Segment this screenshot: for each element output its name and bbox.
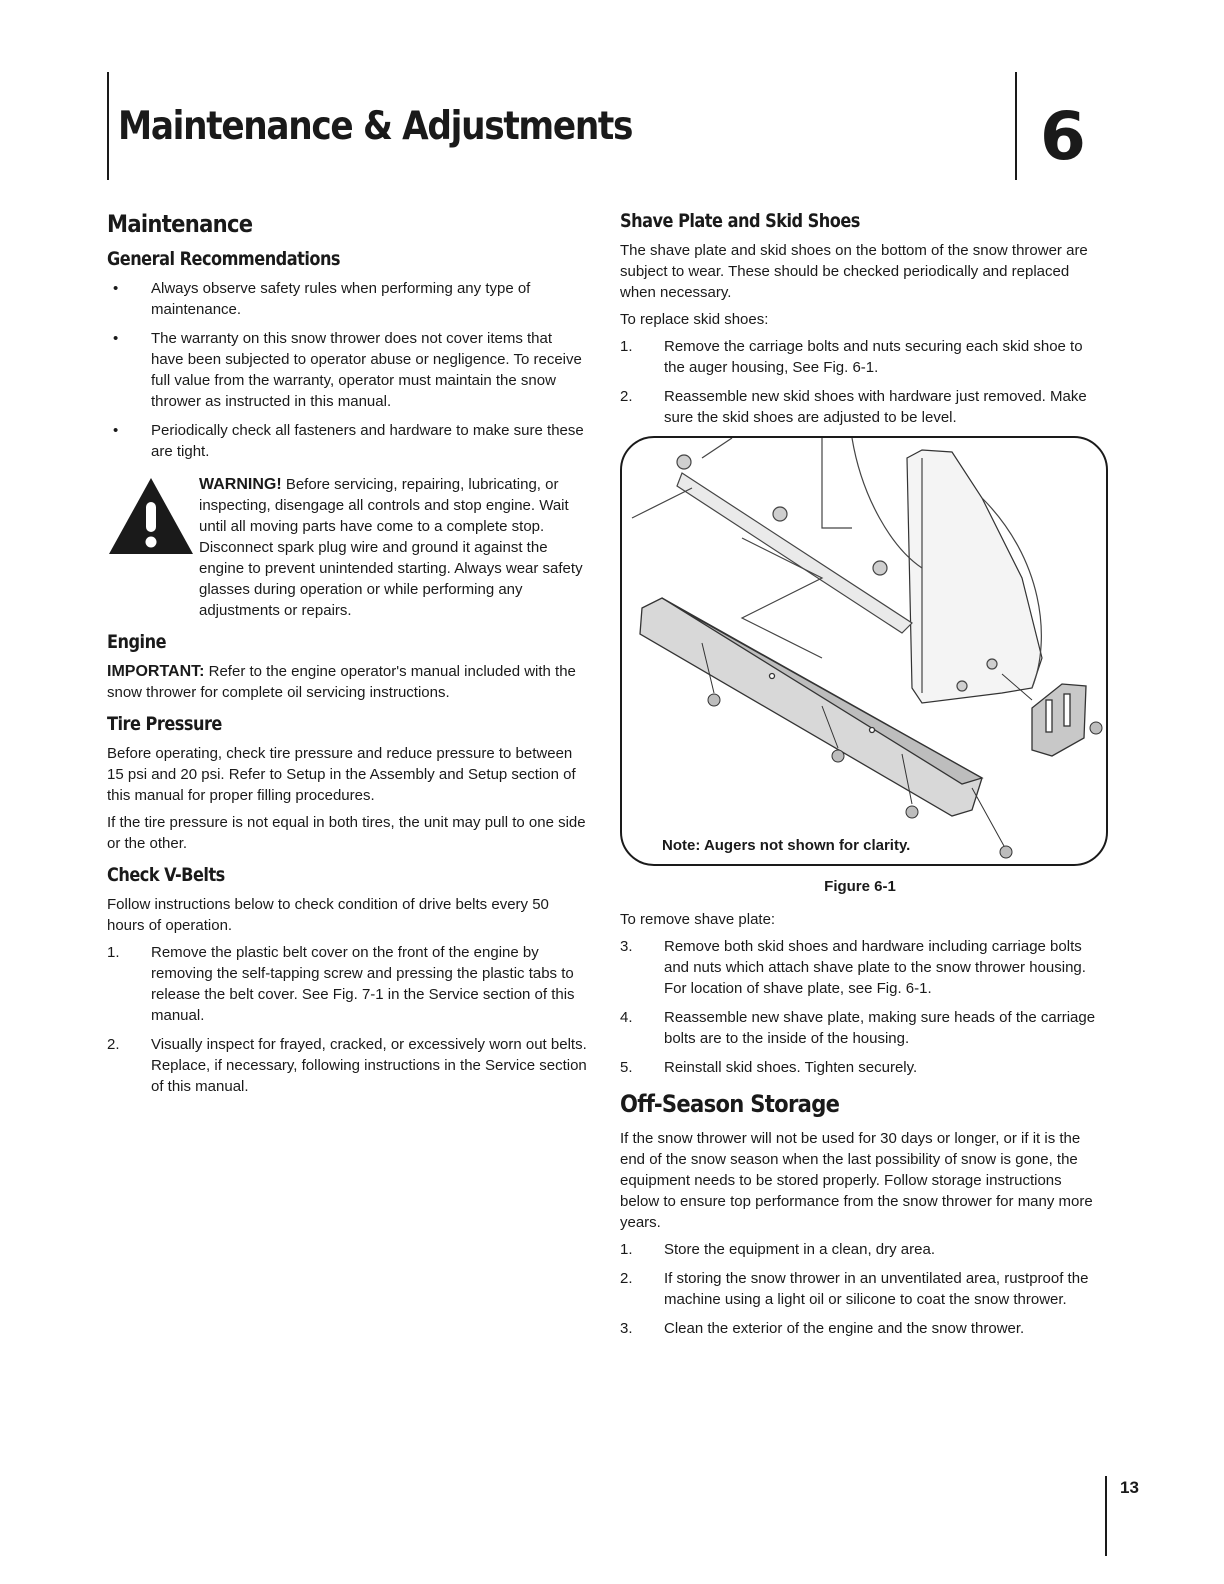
check-vbelts-heading: Check V-Belts — [107, 864, 225, 886]
list-item: • Always observe safety rules when performing any type of maintenance. — [113, 280, 531, 318]
tire-paragraph-1: Before operating, check tire pressure and reduce pressure to between 15 psi and 20 psi. Refer to Setup in the Assembly and Setup section of this manual for proper filling procedures. — [107, 745, 576, 804]
list-item: 3. Remove both skid shoes and hardware including carriage bolts and nuts which attach shave plate to the snow thrower housing. For location of shave plate, see Fig. 6-1. — [620, 938, 1086, 997]
list-item: • Periodically check all fasteners and hardware to make sure these are tight. — [113, 422, 584, 460]
chapter-title: Maintenance & Adjustments — [118, 104, 633, 149]
list-item: 2. If storing the snow thrower in an unventilated area, rustproof the machine using a light oil or silicone to coat the snow thrower. — [620, 1270, 1089, 1308]
page-number: 13 — [1120, 1478, 1139, 1497]
general-recommendations-heading: General Recommendations — [107, 248, 341, 270]
tire-paragraph-2: If the tire pressure is not equal in both tires, the unit may pull to one side or the other. — [107, 814, 586, 852]
engine-paragraph: IMPORTANT: Refer to the engine operator's manual included with the snow thrower for complete oil servicing instructions. — [107, 663, 576, 701]
warning-block — [107, 474, 587, 621]
skid-intro: To replace skid shoes: — [620, 311, 769, 328]
bullet: • — [113, 422, 119, 439]
warning-triangle-icon — [107, 476, 195, 556]
shave-plate-heading: Shave Plate and Skid Shoes — [620, 210, 860, 232]
skid-steps — [620, 336, 1100, 428]
header-left-rule — [107, 72, 109, 180]
right-column — [620, 210, 1100, 1347]
shave-steps — [620, 936, 1100, 1078]
warning-text: Before servicing, repairing, lubricating, or inspecting, disengage all controls and stop engine. Wait until all moving parts have come to a complete stop. Disconnect spark plug wire and ground it against the engine to prevent unintended starting. Always wear safety glasses during operation or while performing any adjustments or repairs. — [199, 476, 583, 619]
list-item: 2. Visually inspect for frayed, cracked, or excessively worn out belts. Replace, if necessary, following instructions in the Service section of this manual. — [107, 1036, 587, 1095]
shave-intro: The shave plate and skid shoes on the bottom of the snow thrower are subject to wear. These should be checked periodically and replaced when necessary. — [620, 242, 1088, 301]
figure-caption: Figure 6-1 — [824, 878, 896, 895]
list-item: 1. Store the equipment in a clean, dry area. — [620, 1241, 935, 1258]
vbelts-intro: Follow instructions below to check condition of drive belts every 50 hours of operation. — [107, 896, 549, 934]
list-item: 1. Remove the carriage bolts and nuts securing each skid shoe to the auger housing, See Fig. 6-1. — [620, 338, 1083, 376]
off-season-storage-heading: Off-Season Storage — [620, 1090, 840, 1118]
vbelts-steps — [107, 942, 587, 1097]
list-item: 4. Reassemble new shave plate, making sure heads of the carriage bolts are to the inside of the housing. — [620, 1009, 1096, 1047]
engine-heading: Engine — [107, 631, 167, 653]
list-item: 5. Reinstall skid shoes. Tighten securely. — [620, 1059, 918, 1076]
bullet: • — [113, 280, 119, 297]
storage-steps — [620, 1239, 1100, 1339]
left-column — [107, 210, 587, 1105]
chapter-number: 6 — [1040, 98, 1086, 175]
tire-pressure-heading: Tire Pressure — [107, 713, 222, 735]
list-item: 3. Clean the exterior of the engine and the snow thrower. — [620, 1320, 1025, 1337]
list-item: 1. Remove the plastic belt cover on the front of the engine by removing the self-tapping screw and pressing the plastic tabs to release the belt cover. See Fig. 7-1 in the Service section of this manual. — [107, 944, 575, 1024]
list-item: 2. Reassemble new skid shoes with hardware just removed. Make sure the skid shoes are adjusted to be level. — [620, 388, 1087, 426]
list-item: • The warranty on this snow thrower does not cover items that have been subjected to operator abuse or negligence. To receive full value from the warranty, operator must maintain the snow thrower as instructed in this manual. — [113, 330, 582, 410]
shave-plate-illustration — [622, 438, 1106, 864]
shave-remove-intro: To remove shave plate: — [620, 911, 776, 928]
figure-6-1 — [620, 436, 1108, 866]
important-label: IMPORTANT: — [107, 663, 205, 680]
bullet: • — [113, 330, 119, 347]
maintenance-heading: Maintenance — [107, 210, 253, 238]
header-right-rule — [1015, 72, 1017, 180]
general-recommendations-list — [107, 278, 587, 462]
figure-note: Note: Augers not shown for clarity. — [662, 837, 911, 854]
footer-rule — [1105, 1476, 1107, 1556]
storage-intro: If the snow thrower will not be used for 30 days or longer, or if it is the end of the snow season when the last possibility of snow is gone, the equipment needs to be stored properly. Follow storage instructions below to ensure top performance from the snow thrower for many more years. — [620, 1130, 1093, 1231]
warning-label: WARNING! — [199, 476, 282, 493]
